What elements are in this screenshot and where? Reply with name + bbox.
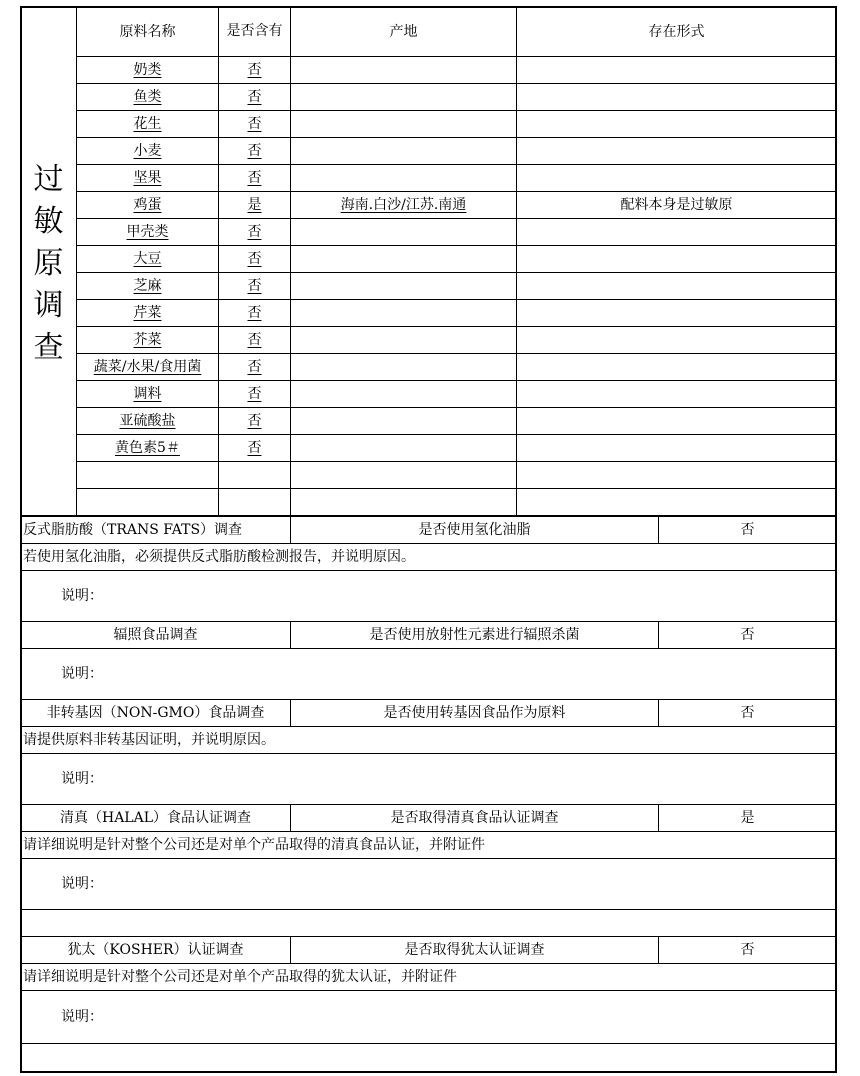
non-gmo-instruction-row bbox=[21, 727, 837, 754]
allergen-contains[interactable] bbox=[219, 354, 291, 381]
allergen-contains-text: 否 bbox=[247, 170, 262, 186]
allergen-contains-text: 是 bbox=[247, 197, 262, 213]
trans-fat-title: 反式脂肪酸（TRANS FATS）调查 bbox=[21, 517, 291, 544]
allergen-form[interactable] bbox=[517, 219, 837, 246]
allergen-contains[interactable] bbox=[219, 408, 291, 435]
allergen-name-text: 坚果 bbox=[133, 170, 162, 186]
allergen-form[interactable] bbox=[517, 300, 837, 327]
survey-form bbox=[20, 6, 837, 1044]
allergen-row bbox=[21, 462, 837, 489]
header-form: 存在形式 bbox=[517, 7, 837, 57]
halal-question: 是否取得清真食品认证调查 bbox=[291, 805, 659, 832]
allergen-contains[interactable] bbox=[219, 327, 291, 354]
side-title-char: 过 bbox=[33, 162, 64, 197]
allergen-row bbox=[21, 327, 837, 354]
allergen-name-text: 大豆 bbox=[133, 251, 162, 267]
halal-note-row bbox=[21, 859, 837, 910]
allergen-name-text: 芝麻 bbox=[133, 278, 162, 294]
allergen-name bbox=[77, 57, 219, 84]
side-title-char: 调 bbox=[33, 288, 64, 323]
irradiation-note-row bbox=[21, 649, 837, 700]
non-gmo-question: 是否使用转基因食品作为原料 bbox=[291, 700, 659, 727]
allergen-contains[interactable] bbox=[219, 111, 291, 138]
irradiation-note-label[interactable]: 说明： bbox=[21, 649, 837, 700]
kosher-note-label[interactable]: 说明： bbox=[21, 991, 837, 1044]
trans-fat-answer[interactable]: 否 bbox=[659, 517, 837, 544]
allergen-form[interactable] bbox=[517, 84, 837, 111]
allergen-origin[interactable] bbox=[291, 246, 517, 273]
allergen-row bbox=[21, 192, 837, 219]
allergen-form[interactable] bbox=[517, 246, 837, 273]
side-title-char: 原 bbox=[33, 246, 64, 281]
allergen-origin[interactable] bbox=[291, 354, 517, 381]
allergen-origin[interactable] bbox=[291, 435, 517, 462]
non-gmo-instruction: 请提供原料非转基因证明，并说明原因。 bbox=[21, 727, 837, 754]
allergen-name bbox=[77, 408, 219, 435]
allergen-contains-text: 否 bbox=[247, 359, 262, 375]
allergen-form[interactable] bbox=[517, 192, 837, 219]
allergen-row bbox=[21, 138, 837, 165]
allergen-form[interactable] bbox=[517, 462, 837, 489]
allergen-contains-text: 否 bbox=[247, 413, 262, 429]
allergen-row bbox=[21, 300, 837, 327]
allergen-header-row bbox=[21, 7, 837, 57]
allergen-contains[interactable] bbox=[219, 300, 291, 327]
trans-fat-question: 是否使用氢化油脂 bbox=[291, 517, 659, 544]
blank-row bbox=[21, 910, 837, 937]
halal-title: 清真（HALAL）食品认证调查 bbox=[21, 805, 291, 832]
allergen-name bbox=[77, 192, 219, 219]
halal-instruction: 请详细说明是针对整个公司还是对单个产品取得的清真食品认证，并附证件 bbox=[21, 832, 837, 859]
allergen-contains-text: 否 bbox=[247, 89, 262, 105]
allergen-row bbox=[21, 111, 837, 138]
allergen-form[interactable] bbox=[517, 138, 837, 165]
allergen-section-title bbox=[21, 7, 77, 516]
allergen-contains[interactable] bbox=[219, 219, 291, 246]
allergen-contains[interactable] bbox=[219, 489, 291, 516]
allergen-name bbox=[77, 381, 219, 408]
side-title-char: 查 bbox=[33, 330, 64, 365]
allergen-contains-text: 否 bbox=[247, 305, 262, 321]
kosher-row bbox=[21, 937, 837, 964]
irradiation-answer[interactable]: 否 bbox=[659, 622, 837, 649]
allergen-origin[interactable] bbox=[291, 489, 517, 516]
allergen-name bbox=[77, 273, 219, 300]
allergen-name-text: 甲壳类 bbox=[126, 224, 169, 240]
trans-fat-instruction-row bbox=[21, 544, 837, 571]
allergen-origin[interactable] bbox=[291, 192, 517, 219]
allergen-form[interactable] bbox=[517, 273, 837, 300]
halal-note-label[interactable]: 说明： bbox=[21, 859, 837, 910]
allergen-contains[interactable] bbox=[219, 138, 291, 165]
allergen-contains[interactable] bbox=[219, 192, 291, 219]
allergen-form[interactable] bbox=[517, 327, 837, 354]
allergen-name-text: 芥菜 bbox=[133, 332, 162, 348]
allergen-name-text: 鱼类 bbox=[133, 89, 162, 105]
allergen-name bbox=[77, 111, 219, 138]
allergen-name bbox=[77, 138, 219, 165]
allergen-contains-text: 否 bbox=[247, 332, 262, 348]
side-title-char: 敏 bbox=[33, 204, 64, 239]
allergen-origin[interactable] bbox=[291, 300, 517, 327]
allergen-row bbox=[21, 84, 837, 111]
blank-cell[interactable] bbox=[21, 910, 837, 937]
allergen-name-text: 鸡蛋 bbox=[133, 197, 162, 213]
allergen-table bbox=[20, 6, 837, 516]
header-contains: 是否含有 bbox=[219, 7, 291, 57]
other-surveys-table bbox=[20, 516, 837, 1044]
allergen-name bbox=[77, 327, 219, 354]
kosher-instruction-row bbox=[21, 964, 837, 991]
allergen-form[interactable] bbox=[517, 408, 837, 435]
allergen-contains[interactable] bbox=[219, 435, 291, 462]
allergen-contains[interactable] bbox=[219, 57, 291, 84]
allergen-row bbox=[21, 354, 837, 381]
allergen-name bbox=[77, 84, 219, 111]
allergen-name-text: 亚硫酸盐 bbox=[119, 413, 176, 429]
allergen-name-text: 黄色素5＃ bbox=[115, 440, 180, 456]
allergen-contains-text: 否 bbox=[247, 251, 262, 267]
allergen-row bbox=[21, 408, 837, 435]
allergen-name bbox=[77, 165, 219, 192]
allergen-name-text: 奶类 bbox=[133, 62, 162, 78]
halal-row bbox=[21, 805, 837, 832]
allergen-origin[interactable] bbox=[291, 84, 517, 111]
non-gmo-row bbox=[21, 700, 837, 727]
allergen-contains-text: 否 bbox=[247, 62, 262, 78]
allergen-row bbox=[21, 246, 837, 273]
allergen-contains[interactable] bbox=[219, 462, 291, 489]
allergen-contains-text: 否 bbox=[247, 440, 262, 456]
allergen-form[interactable] bbox=[517, 489, 837, 516]
allergen-form[interactable] bbox=[517, 435, 837, 462]
allergen-name bbox=[77, 354, 219, 381]
allergen-contains[interactable] bbox=[219, 84, 291, 111]
allergen-origin[interactable] bbox=[291, 57, 517, 84]
allergen-contains-text: 否 bbox=[247, 143, 262, 159]
allergen-origin[interactable] bbox=[291, 165, 517, 192]
halal-instruction-row bbox=[21, 832, 837, 859]
allergen-form-text: 配料本身是过敏原 bbox=[620, 197, 733, 213]
header-origin: 产地 bbox=[291, 7, 517, 57]
non-gmo-note-row bbox=[21, 754, 837, 805]
allergen-origin[interactable] bbox=[291, 381, 517, 408]
allergen-origin-text: 海南.白沙/江苏.南通 bbox=[340, 197, 467, 213]
allergen-form[interactable] bbox=[517, 165, 837, 192]
allergen-contains-text: 否 bbox=[247, 386, 262, 402]
allergen-name bbox=[77, 219, 219, 246]
allergen-row bbox=[21, 435, 837, 462]
allergen-form[interactable] bbox=[517, 354, 837, 381]
kosher-title: 犹太（KOSHER）认证调查 bbox=[21, 937, 291, 964]
allergen-name-text: 小麦 bbox=[133, 143, 162, 159]
allergen-row bbox=[21, 57, 837, 84]
allergen-contains-text: 否 bbox=[247, 278, 262, 294]
kosher-answer[interactable]: 否 bbox=[659, 937, 837, 964]
allergen-form[interactable] bbox=[517, 111, 837, 138]
allergen-origin[interactable] bbox=[291, 219, 517, 246]
allergen-name bbox=[77, 300, 219, 327]
allergen-name-text: 芹菜 bbox=[133, 305, 162, 321]
halal-answer[interactable]: 是 bbox=[659, 805, 837, 832]
allergen-contains[interactable] bbox=[219, 381, 291, 408]
non-gmo-answer[interactable]: 否 bbox=[659, 700, 837, 727]
trans-fat-row bbox=[21, 517, 837, 544]
non-gmo-note-label[interactable]: 说明： bbox=[21, 754, 837, 805]
allergen-contains-text: 否 bbox=[247, 224, 262, 240]
allergen-contains[interactable] bbox=[219, 273, 291, 300]
allergen-row bbox=[21, 165, 837, 192]
kosher-question: 是否取得犹太认证调查 bbox=[291, 937, 659, 964]
allergen-origin[interactable] bbox=[291, 408, 517, 435]
allergen-row bbox=[21, 219, 837, 246]
allergen-name-text: 蔬菜/水果/食用菌 bbox=[93, 359, 202, 375]
allergen-origin[interactable] bbox=[291, 462, 517, 489]
allergen-name bbox=[77, 246, 219, 273]
kosher-note-row bbox=[21, 991, 837, 1044]
trans-fat-note-row bbox=[21, 571, 837, 622]
allergen-name-text: 调料 bbox=[133, 386, 162, 402]
allergen-origin[interactable] bbox=[291, 111, 517, 138]
irradiation-title: 辐照食品调查 bbox=[21, 622, 291, 649]
allergen-form[interactable] bbox=[517, 57, 837, 84]
allergen-row bbox=[21, 489, 837, 516]
allergen-name bbox=[77, 435, 219, 462]
allergen-origin[interactable] bbox=[291, 138, 517, 165]
allergen-origin[interactable] bbox=[291, 327, 517, 354]
allergen-row bbox=[21, 381, 837, 408]
allergen-contains[interactable] bbox=[219, 246, 291, 273]
allergen-origin[interactable] bbox=[291, 273, 517, 300]
trans-fat-note-label[interactable]: 说明： bbox=[21, 571, 837, 622]
allergen-row bbox=[21, 273, 837, 300]
trans-fat-instruction: 若使用氢化油脂，必须提供反式脂肪酸检测报告，并说明原因。 bbox=[21, 544, 837, 571]
allergen-name bbox=[77, 462, 219, 489]
non-gmo-title: 非转基因（NON-GMO）食品调查 bbox=[21, 700, 291, 727]
allergen-contains-text: 否 bbox=[247, 116, 262, 132]
allergen-name-text: 花生 bbox=[133, 116, 162, 132]
irradiation-question: 是否使用放射性元素进行辐照杀菌 bbox=[291, 622, 659, 649]
allergen-name bbox=[77, 489, 219, 516]
irradiation-row bbox=[21, 622, 837, 649]
kosher-instruction: 请详细说明是针对整个公司还是对单个产品取得的犹太认证，并附证件 bbox=[21, 964, 837, 991]
header-material-name: 原料名称 bbox=[77, 7, 219, 57]
allergen-form[interactable] bbox=[517, 381, 837, 408]
allergen-contains[interactable] bbox=[219, 165, 291, 192]
